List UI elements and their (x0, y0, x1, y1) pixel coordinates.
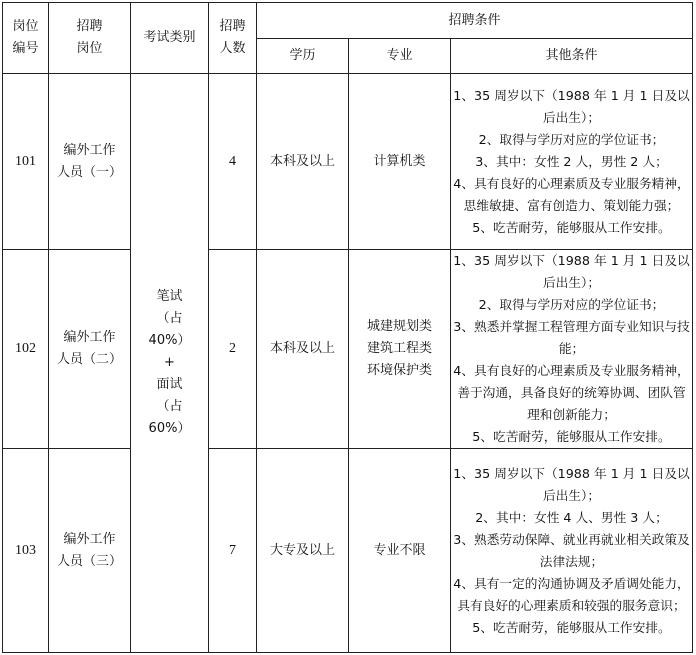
education: 大专及以上 (257, 449, 349, 653)
post-name: 编外工作 人员（三） (49, 449, 131, 653)
table-row (3, 449, 693, 653)
headcount: 2 (209, 250, 257, 449)
post-name: 编外工作 人员（一） (49, 74, 131, 250)
exam-type: 笔试 （占 40%） + 面试 （占 60%） (131, 74, 209, 653)
post-code: 102 (3, 250, 49, 449)
header-count: 招聘 人数 (209, 3, 257, 74)
major: 专业不限 (349, 449, 451, 653)
recruitment-table (2, 2, 693, 653)
other-conditions: 1、35 周岁以下（1988 年 1 月 1 日及以后出生）； 2、其中：女性 4 人、男性 3 人； 3、熟悉劳动保障、就业再就业相关政策及法律法规； 4、具有一定的沟通协调及矛盾调处能力，具有良好的心理素质和较强的服务意识； 5、吃苦耐劳，能够服从工作安排。 (451, 449, 693, 653)
table-row (3, 250, 693, 449)
education: 本科及以上 (257, 74, 349, 250)
header-post: 招聘 岗位 (49, 3, 131, 74)
major: 城建规划类 建筑工程类 环境保护类 (349, 250, 451, 449)
other-conditions: 1、35 周岁以下（1988 年 1 月 1 日及以后出生）； 2、取得与学历对应的学位证书； 3、其中：女性 2 人，男性 2 人； 4、具有良好的心理素质及专业服务精神，思维敏捷、富有创造力、策划能力强； 5、吃苦耐劳，能够服从工作安排。 (451, 74, 693, 250)
headcount: 4 (209, 74, 257, 250)
post-code: 103 (3, 449, 49, 653)
education: 本科及以上 (257, 250, 349, 449)
table-row (3, 74, 693, 250)
header-education: 学历 (257, 39, 349, 74)
post-name: 编外工作 人员（二） (49, 250, 131, 449)
header-major: 专业 (349, 39, 451, 74)
major: 计算机类 (349, 74, 451, 250)
headcount: 7 (209, 449, 257, 653)
post-code: 101 (3, 74, 49, 250)
other-conditions: 1、35 周岁以下（1988 年 1 月 1 日及以后出生）； 2、取得与学历对应的学位证书； 3、熟悉并掌握工程管理方面专业知识与技能； 4、具有良好的心理素质及专业服务精神，善于沟通，具备良好的统筹协调、团队管理和创新能力； 5、吃苦耐劳，能够服从工作安排。 (451, 250, 693, 449)
header-other: 其他条件 (451, 39, 693, 74)
header-exam-type: 考试类别 (131, 3, 209, 74)
header-conditions: 招聘条件 (257, 3, 693, 39)
header-post-no: 岗位 编号 (3, 3, 49, 74)
